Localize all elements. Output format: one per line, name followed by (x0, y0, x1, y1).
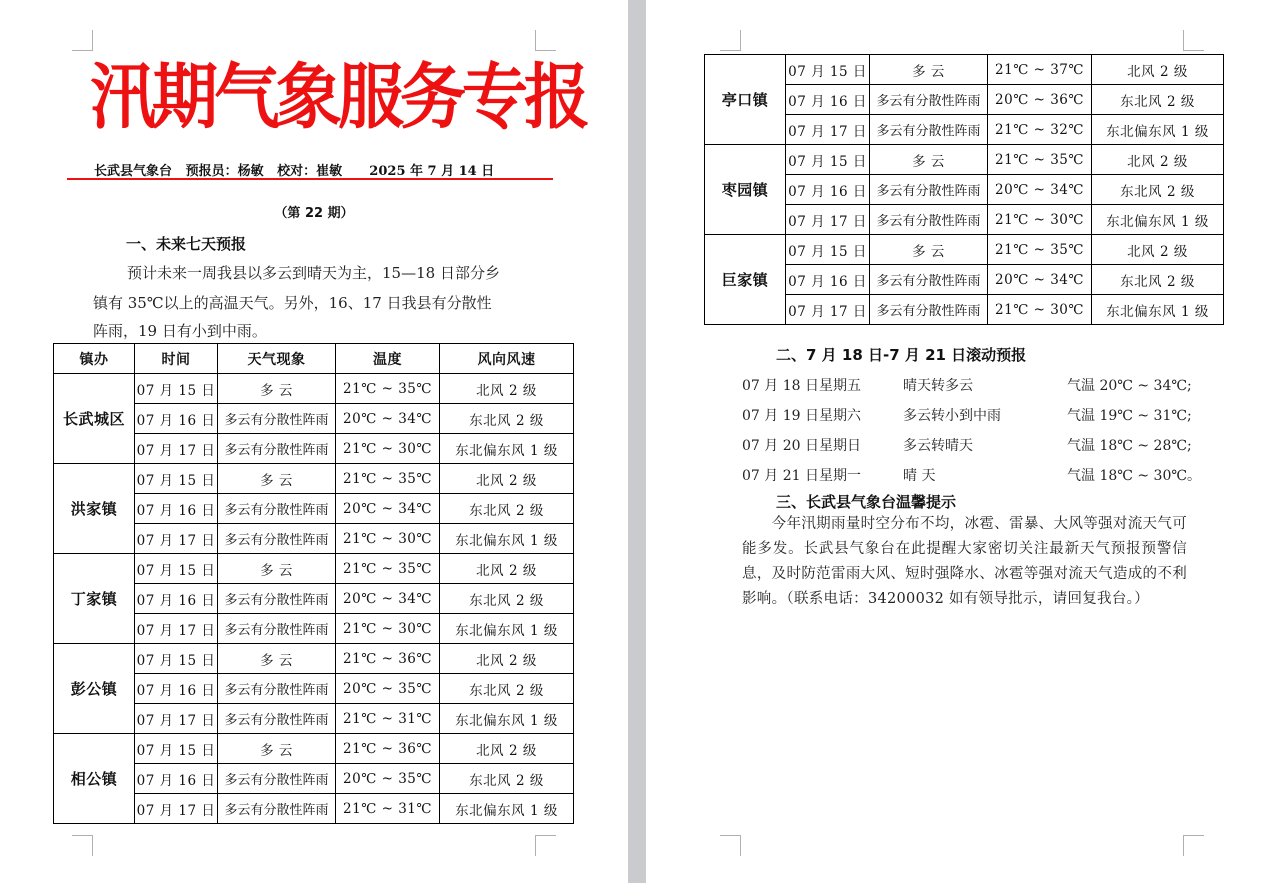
temperature-cell: 21℃ ~ 31℃ (336, 794, 440, 824)
town-name-cell: 丁家镇 (54, 554, 135, 644)
crop-mark (1183, 835, 1204, 856)
rolling-temp: 气温 20℃ ~ 34℃; (1067, 378, 1192, 394)
temperature-cell: 21℃ ~ 30℃ (336, 614, 440, 644)
weather-cell: 多云有分散性阵雨 (218, 614, 336, 644)
crop-mark (535, 30, 556, 51)
crop-mark (1183, 30, 1204, 51)
weather-cell: 多云有分散性阵雨 (218, 764, 336, 794)
table-row (54, 734, 574, 764)
table-row (705, 145, 1224, 175)
wind-cell: 东北偏东风 1 级 (440, 704, 574, 734)
date-cell: 07 月 17 日 (135, 704, 218, 734)
temperature-cell: 21℃ ~ 31℃ (336, 704, 440, 734)
wind-cell: 东北偏东风 1 级 (1092, 295, 1224, 325)
rolling-forecast-row (742, 435, 1192, 455)
weather-cell: 多云有分散性阵雨 (870, 205, 988, 235)
date-cell: 07 月 15 日 (135, 464, 218, 494)
wind-cell: 北风 2 级 (440, 644, 574, 674)
rolling-forecast-row (742, 405, 1192, 425)
rolling-date: 07 月 21 日星期一 (742, 468, 861, 484)
temperature-cell: 20℃ ~ 36℃ (988, 85, 1092, 115)
rolling-date: 07 月 20 日星期日 (742, 438, 861, 454)
crop-mark (720, 835, 741, 856)
report-title: 汛期气象服务专报 (90, 54, 586, 139)
crop-mark (72, 30, 93, 51)
wind-cell: 北风 2 级 (440, 464, 574, 494)
section2-heading: 二、7 月 18 日-7 月 21 日滚动预报 (776, 346, 1027, 364)
town-name-cell: 相公镇 (54, 734, 135, 824)
town-name-cell: 枣园镇 (705, 145, 786, 235)
wind-cell: 北风 2 级 (1092, 145, 1224, 175)
weather-cell: 多 云 (218, 374, 336, 404)
town-name-cell: 亭口镇 (705, 55, 786, 145)
date-cell: 07 月 16 日 (786, 265, 870, 295)
date-cell: 07 月 15 日 (135, 554, 218, 584)
wind-cell: 东北风 2 级 (440, 584, 574, 614)
weather-cell: 多云有分散性阵雨 (218, 704, 336, 734)
column-header: 风向风速 (440, 344, 574, 374)
weather-cell: 多云有分散性阵雨 (870, 175, 988, 205)
header-divider (67, 178, 553, 180)
date-cell: 07 月 17 日 (786, 205, 870, 235)
crop-mark (72, 835, 93, 856)
date-cell: 07 月 17 日 (786, 115, 870, 145)
weather-cell: 多云有分散性阵雨 (218, 584, 336, 614)
wind-cell: 北风 2 级 (1092, 55, 1224, 85)
temperature-cell: 21℃ ~ 30℃ (336, 434, 440, 464)
rolling-forecast-row (742, 465, 1202, 485)
weather-cell: 多 云 (218, 464, 336, 494)
date-cell: 07 月 16 日 (135, 494, 218, 524)
wind-cell: 东北风 2 级 (1092, 175, 1224, 205)
wind-cell: 东北偏东风 1 级 (440, 524, 574, 554)
crop-mark (535, 835, 556, 856)
rolling-temp: 气温 18℃ ~ 30℃。 (1067, 468, 1202, 484)
temperature-cell: 21℃ ~ 35℃ (336, 464, 440, 494)
section1-heading: 一、未来七天预报 (126, 235, 247, 253)
weather-cell: 多云有分散性阵雨 (218, 524, 336, 554)
temperature-cell: 20℃ ~ 34℃ (336, 404, 440, 434)
table-row (54, 644, 574, 674)
column-header: 镇办 (54, 344, 135, 374)
column-header: 天气现象 (218, 344, 336, 374)
table-row (54, 374, 574, 404)
wind-cell: 北风 2 级 (440, 374, 574, 404)
weather-cell: 多 云 (870, 145, 988, 175)
section1-line: 预计未来一周我县以多云到晴天为主，15—18 日部分乡 (127, 264, 500, 282)
date-cell: 07 月 15 日 (135, 734, 218, 764)
wind-cell: 东北偏东风 1 级 (440, 614, 574, 644)
temperature-cell: 20℃ ~ 34℃ (336, 494, 440, 524)
temperature-cell: 21℃ ~ 35℃ (988, 145, 1092, 175)
temperature-cell: 21℃ ~ 30℃ (988, 205, 1092, 235)
column-header: 温度 (336, 344, 440, 374)
weather-cell: 多云有分散性阵雨 (218, 674, 336, 704)
town-name-cell: 长武城区 (54, 374, 135, 464)
wind-cell: 东北风 2 级 (440, 674, 574, 704)
weather-cell: 多 云 (870, 55, 988, 85)
report-byline: 长武县气象台 预报员：杨敏 校对：崔敏 2025 年 7 月 14 日 (94, 164, 495, 179)
temperature-cell: 21℃ ~ 30℃ (988, 295, 1092, 325)
temperature-cell: 20℃ ~ 34℃ (988, 265, 1092, 295)
wind-cell: 北风 2 级 (440, 554, 574, 584)
temperature-cell: 21℃ ~ 30℃ (336, 524, 440, 554)
rolling-weather: 多云转晴天 (903, 438, 973, 454)
date-cell: 07 月 15 日 (135, 644, 218, 674)
forecast-table-continued (704, 54, 1224, 325)
rolling-temp: 气温 19℃ ~ 31℃; (1067, 408, 1192, 424)
town-name-cell: 洪家镇 (54, 464, 135, 554)
column-header: 时间 (135, 344, 218, 374)
weather-cell: 多 云 (870, 235, 988, 265)
temperature-cell: 20℃ ~ 35℃ (336, 764, 440, 794)
date-cell: 07 月 15 日 (786, 235, 870, 265)
date-cell: 07 月 15 日 (786, 55, 870, 85)
wind-cell: 东北风 2 级 (1092, 265, 1224, 295)
date-cell: 07 月 17 日 (135, 524, 218, 554)
date-cell: 07 月 17 日 (135, 434, 218, 464)
date-cell: 07 月 15 日 (135, 374, 218, 404)
temperature-cell: 21℃ ~ 37℃ (988, 55, 1092, 85)
rolling-date: 07 月 19 日星期六 (742, 408, 861, 424)
date-cell: 07 月 16 日 (135, 404, 218, 434)
rolling-weather: 晴 天 (903, 468, 936, 484)
rolling-date: 07 月 18 日星期五 (742, 378, 861, 394)
town-name-cell: 巨家镇 (705, 235, 786, 325)
forecast-table (53, 343, 574, 824)
table-header-row (54, 344, 574, 374)
town-name-cell: 彭公镇 (54, 644, 135, 734)
date-cell: 07 月 15 日 (786, 145, 870, 175)
weather-cell: 多 云 (218, 554, 336, 584)
weather-cell: 多云有分散性阵雨 (870, 265, 988, 295)
temperature-cell: 21℃ ~ 35℃ (988, 235, 1092, 265)
wind-cell: 东北偏东风 1 级 (440, 434, 574, 464)
wind-cell: 北风 2 级 (1092, 235, 1224, 265)
temperature-cell: 21℃ ~ 32℃ (988, 115, 1092, 145)
weather-cell: 多云有分散性阵雨 (870, 115, 988, 145)
issue-number: （第 22 期） (274, 206, 354, 221)
section1-line: 阵雨，19 日有小到中雨。 (93, 322, 267, 340)
rolling-weather: 多云转小到中雨 (903, 408, 1001, 424)
weather-cell: 多云有分散性阵雨 (218, 494, 336, 524)
temperature-cell: 21℃ ~ 36℃ (336, 734, 440, 764)
rolling-temp: 气温 18℃ ~ 28℃; (1067, 438, 1192, 454)
wind-cell: 东北风 2 级 (440, 764, 574, 794)
date-cell: 07 月 16 日 (135, 764, 218, 794)
date-cell: 07 月 16 日 (135, 584, 218, 614)
temperature-cell: 20℃ ~ 34℃ (336, 584, 440, 614)
weather-cell: 多 云 (218, 644, 336, 674)
document-page-1 (0, 0, 628, 883)
wind-cell: 北风 2 级 (440, 734, 574, 764)
weather-cell: 多云有分散性阵雨 (870, 85, 988, 115)
wind-cell: 东北风 2 级 (440, 404, 574, 434)
section1-line: 镇有 35℃以上的高温天气。另外，16、17 日我县有分散性 (93, 294, 492, 312)
date-cell: 07 月 16 日 (786, 85, 870, 115)
date-cell: 07 月 17 日 (135, 794, 218, 824)
temperature-cell: 20℃ ~ 34℃ (988, 175, 1092, 205)
temperature-cell: 21℃ ~ 36℃ (336, 644, 440, 674)
table-row (54, 554, 574, 584)
rolling-weather: 晴天转多云 (903, 378, 973, 394)
wind-cell: 东北偏东风 1 级 (1092, 115, 1224, 145)
tips-paragraph: 今年汛期雨量时空分布不均，冰雹、雷暴、大风等强对流天气可能多发。长武县气象台在此提醒大家密切关注最新天气预报预警信息，及时防范雷雨大风、短时强降水、冰雹等强对流天气造成的不利影响。（联系电话：34200032 如有领导批示，请回复我台。） (742, 516, 1187, 607)
wind-cell: 东北风 2 级 (1092, 85, 1224, 115)
section3-heading: 三、长武县气象台温馨提示 (776, 493, 957, 511)
wind-cell: 东北偏东风 1 级 (440, 794, 574, 824)
wind-cell: 东北偏东风 1 级 (1092, 205, 1224, 235)
table-row (705, 235, 1224, 265)
weather-cell: 多 云 (218, 734, 336, 764)
weather-cell: 多云有分散性阵雨 (218, 794, 336, 824)
crop-mark (720, 30, 741, 51)
rolling-forecast-row (742, 375, 1192, 395)
date-cell: 07 月 17 日 (786, 295, 870, 325)
temperature-cell: 21℃ ~ 35℃ (336, 554, 440, 584)
weather-cell: 多云有分散性阵雨 (218, 404, 336, 434)
date-cell: 07 月 16 日 (786, 175, 870, 205)
date-cell: 07 月 17 日 (135, 614, 218, 644)
temperature-cell: 20℃ ~ 35℃ (336, 674, 440, 704)
table-row (705, 55, 1224, 85)
table-row (54, 464, 574, 494)
temperature-cell: 21℃ ~ 35℃ (336, 374, 440, 404)
weather-cell: 多云有分散性阵雨 (870, 295, 988, 325)
date-cell: 07 月 16 日 (135, 674, 218, 704)
weather-cell: 多云有分散性阵雨 (218, 434, 336, 464)
wind-cell: 东北风 2 级 (440, 494, 574, 524)
